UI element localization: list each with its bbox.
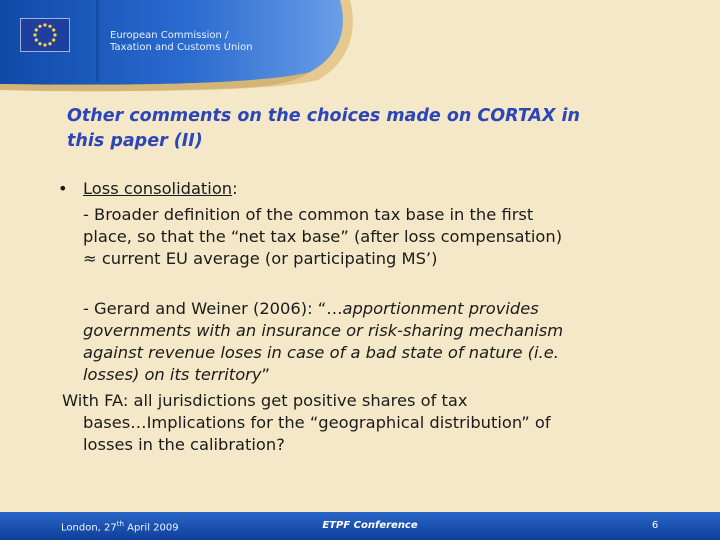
footer-date: April 2009 bbox=[123, 522, 179, 534]
title-line-2: this paper (II) bbox=[67, 131, 203, 151]
p2-line-1 bbox=[83, 298, 683, 320]
bullet-heading bbox=[83, 178, 238, 200]
footer-location-date bbox=[61, 520, 179, 533]
p2-italic-2: governments with an insurance or risk-sharing mechanism bbox=[83, 321, 564, 340]
p2-line-2 bbox=[83, 320, 683, 342]
bullet-colon: : bbox=[232, 179, 238, 198]
p1-line-1: - Broader definition of the common tax base in the first bbox=[83, 205, 534, 224]
p2-italic-4: losses) on its territory bbox=[83, 365, 262, 384]
title-line-1: Other comments on the choices made on CORTAX in bbox=[67, 106, 581, 126]
bullet-dot: • bbox=[58, 179, 68, 198]
org-line-2: Taxation and Customs Union bbox=[110, 42, 253, 53]
p1-line-2: place, so that the “net tax base” (after loss compensation) bbox=[83, 227, 563, 246]
p2-line-3 bbox=[83, 342, 683, 364]
footer-location: London, 27 bbox=[61, 522, 117, 534]
footer-superscript: th bbox=[116, 520, 124, 528]
bullet-label: Loss consolidation bbox=[83, 179, 233, 198]
org-line-1: European Commission / bbox=[110, 30, 229, 41]
paragraph-quote bbox=[83, 298, 683, 386]
footer-event: ETPF Conference bbox=[322, 520, 418, 531]
p2-italic-1: apportionment provides bbox=[342, 299, 539, 318]
p2-line-4 bbox=[83, 364, 683, 386]
p2-italic-3: against revenue loses in case of a bad state of nature (i.e. bbox=[83, 343, 559, 362]
paragraph-tax-base bbox=[83, 204, 683, 270]
page-number: 6 bbox=[651, 520, 659, 531]
p2-prefix: - Gerard and Weiner (2006): “… bbox=[83, 299, 343, 318]
p3-line-3: losses in the calibration? bbox=[83, 435, 285, 454]
p1-line-3: ≈ current EU average (or participating MS’) bbox=[83, 249, 438, 268]
p2-suffix: ” bbox=[261, 365, 270, 384]
p3-line-1: With FA: all jurisdictions get positive shares of tax bbox=[62, 391, 468, 410]
paragraph-fa bbox=[62, 390, 682, 456]
p3-line-2: bases…Implications for the “geographical distribution” of bbox=[83, 413, 551, 432]
